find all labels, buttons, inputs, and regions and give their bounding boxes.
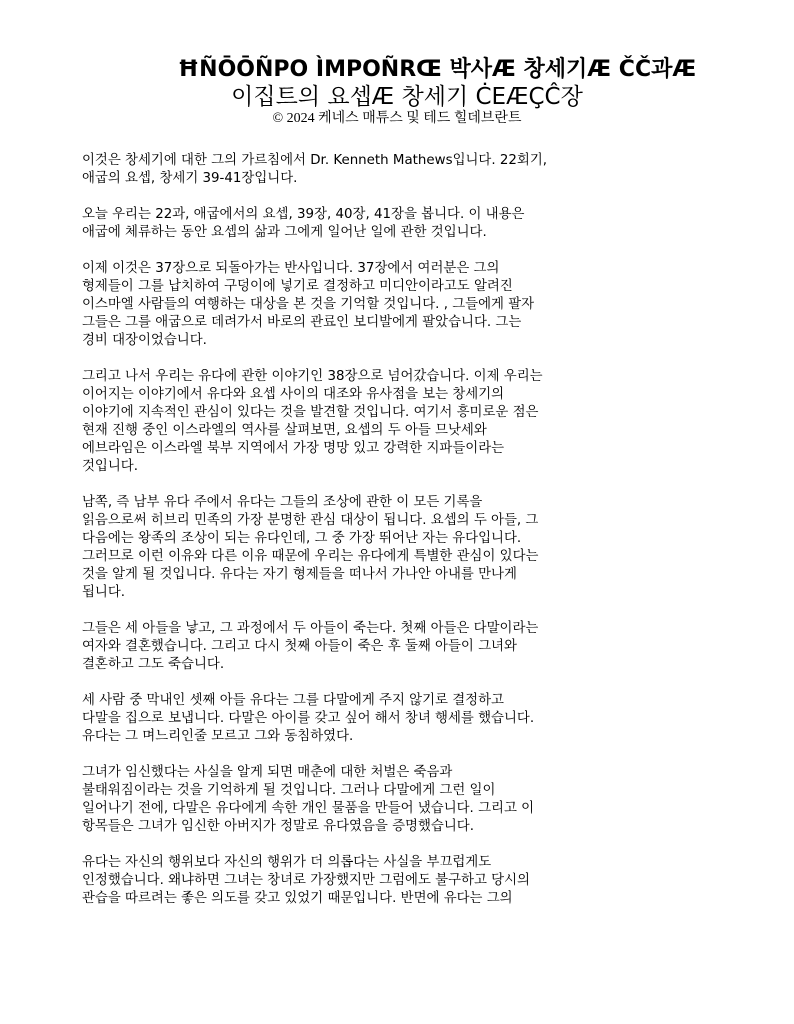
paragraph: 남쪽, 즉 남부 유다 주에서 유다는 그들의 조상에 관한 이 모든 기록을 읽음으로써 히브리 민족의 가장 분명한 관심 대상이 됩니다. 요셉의 두 아들, 그 다음에는 왕족의 조상이 되는 유다인데, 그 중 가장 뛰어난 자는 유다입니다. 그러므로 이런 이유와 다른 이유 때문에 우리는 유다에게 특별한 관심이 있다는 것을 알게 될 것입니다. 유다는 자기 형제들을 떠나서 가나안 아내를 만나게 됩니다.: [82, 495, 539, 600]
paragraph: 이것은 창세기에 대한 그의 가르침에서 Dr. Kenneth Mathews입니다. 22회기, 애굽의 요셉, 창세기 39-41장입니다.: [82, 153, 548, 186]
paragraph: 이제 이것은 37장으로 되돌아가는 반사입니다. 37장에서 여러분은 그의 형제들이 그를 납치하여 구덩이에 넣기로 결정하고 미디안이라고도 알려진 이스마엘 사람들의 여행하는 대상을 본 것을 기억할 것입니다. , 그들에게 팔자 그들은 그를 애굽으로 데려가서 바로의 관료인 보디발에게 팔았습니다. 그는 경비 대장이었습니다.: [82, 261, 535, 348]
paragraph: 오늘 우리는 22과, 애굽에서의 요셉, 39장, 40장, 41장을 봅니다. 이 내용은 애굽에 체류하는 동안 요셉의 삶과 그에게 일어난 일에 관한 것입니다.: [82, 207, 525, 240]
paragraph: 그들은 세 아들을 낳고, 그 과정에서 두 아들이 죽는다. 첫째 아들은 다말이라는 여자와 결혼했습니다. 그리고 다시 첫째 아들이 죽은 후 둘째 아들이 그녀와 결혼하고 그도 죽습니다.: [82, 621, 539, 672]
paragraph: 세 사람 중 막내인 셋째 아들 유다는 그를 다말에게 주지 않기로 결정하고 다말을 집으로 보냅니다. 다말은 아이를 갖고 싶어 해서 창녀 행세를 했습니다. 유다는 그 며느리인줄 모르고 그와 동침하였다.: [82, 693, 535, 744]
document-header: [0, 56, 794, 127]
paragraph: 그녀가 임신했다는 사실을 알게 되면 매춘에 대한 처벌은 죽음과 불태워짐이라는 것을 기억하게 될 것입니다. 그러나 다말에게 그런 일이 일어나기 전에, 다말은 유다에게 속한 개인 물품을 만들어 냈습니다. 그리고 이 항목들은 그녀가 임신한 아버지가 정말로 유다였음을 증명했습니다.: [82, 765, 535, 834]
document-body: [82, 152, 690, 926]
paragraph: 그리고 나서 우리는 유다에 관한 이야기인 38장으로 넘어갔습니다. 이제 우리는 이어지는 이야기에서 유다와 요셉 사이의 대조와 유사점을 보는 창세기의 이야기에 지속적인 관심이 있다는 것을 발견할 것입니다. 여기서 흥미로운 점은 현재 진행 중인 이스라엘의 역사를 살펴보면, 요셉의 두 아들 므낫세와 에브라임은 이스라엘 북부 지역에서 가장 명망 있고 강력한 지파들이라는 것입니다.: [82, 369, 543, 474]
copyright-notice: © 2024 케네스 매튜스 및 테드 힐데브란트: [272, 111, 522, 126]
document-subtitle: 이집트의 요셉Æ 창세기 ĊEÆÇĈ장: [231, 84, 583, 110]
document-title: ĦÑŌŌÑPO ÌMPOÑRŒ 박사Æ 창세기Æ ČČ과Æ: [177, 57, 697, 82]
paragraph: 유다는 자신의 행위보다 자신의 행위가 더 의롭다는 사실을 부끄럽게도 인정했습니다. 왜냐하면 그녀는 창녀로 가장했지만 그럼에도 불구하고 당시의 관습을 따르려는 좋은 의도를 갖고 있었기 때문입니다. 반면에 유다는 그의: [82, 855, 530, 906]
